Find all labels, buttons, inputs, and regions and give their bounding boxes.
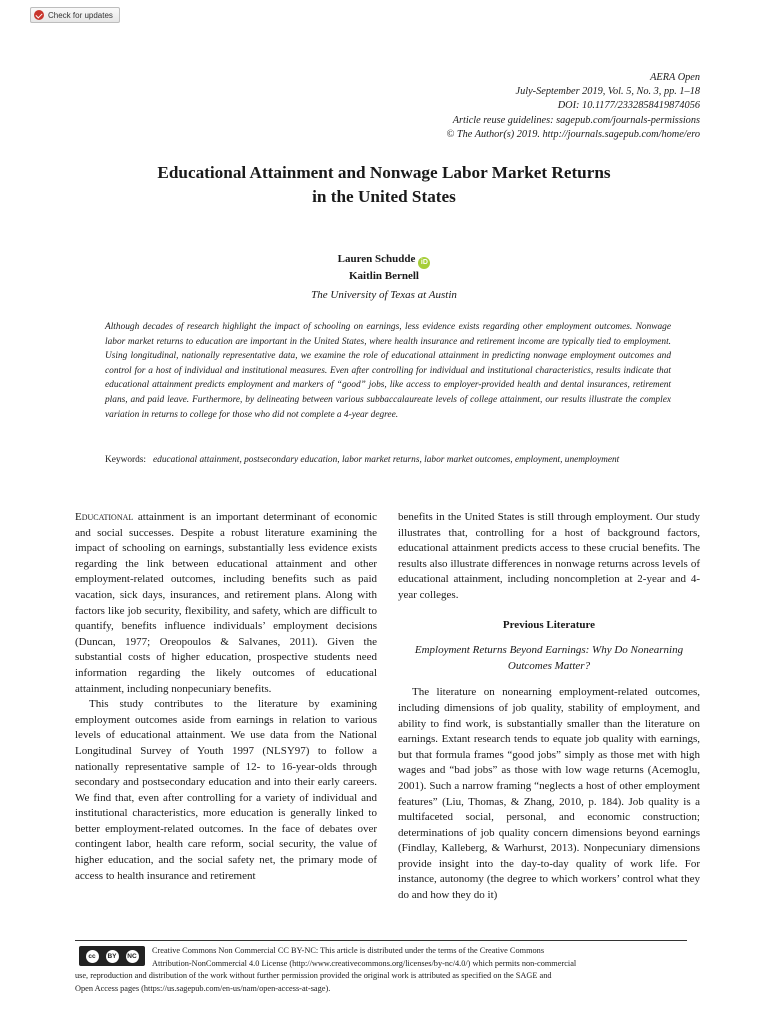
lead-word: Educational [75,511,134,523]
author-name: Kaitlin Bernell [349,270,419,282]
affiliation: The University of Texas at Austin [311,289,457,301]
by-icon: BY [106,950,119,963]
journal-name: AERA Open [650,72,700,83]
body-paragraph [75,510,377,697]
copyright-line: © The Author(s) 2019. http://journals.sagepub.com/home/ero [446,128,700,140]
keywords-text: educational attainment, postsecondary education, labor market returns, labor market outcomes, employment, unemployment [153,455,620,465]
cc-icon: cc [86,950,99,963]
paragraph-text: attainment is an important determinant of economic and social successes. Despite a robust literature examining the impact of schooling on earnings, substantially less evidence exists regarding the link between educational attainment and other employment-related outcomes, including benefits such as paid vacation, sick days, insurances, and retirement plans. Along with factors like job security, flexibility, and safety, which are difficult to quantify, benefits influence individuals’ employment decisions (Duncan, 1977; Oreopoulos & Salvanes, 2011). Given the substantial costs of higher education, prospective students need information regarding the likely outcomes of educational attainment, including nonpecuniary benefits. [75,511,377,695]
author-list [0,252,768,284]
license-footer [75,940,687,993]
author-1 [0,252,768,269]
license-line: Open Access pages (https://us.sagepub.com/en-us/nam/open-access-at-sage). [75,983,331,993]
keywords-label: Keywords: [105,455,147,465]
body-paragraph: The literature on nonearning employment-related outcomes, including dimensions of job quality, stability of employment, and ability to find work, is substantially smaller than the literature on earnings. Extant research tends to equate job quality with earnings, but that formula frames “good jobs” simply as those met with high wages and “bad jobs” as those with low wage returns (Acemoglu, 2001). Such a narrow framing “neglects a host of other employment features” (Liu, Thomas, & Zhang, 2010, p. 184). Job quality is a multifaceted social, personal, and economic construction; determinations of job quality concern dimensions beyond earnings (Findlay, Kalleberg, & Warhurst, 2013). Nonpecuniary dimensions provide insight into the day-to-day quality of work life. For instance, autonomy (the degree to which workers’ control what they do and how they do it) [398,686,700,902]
check-for-updates-button[interactable] [30,7,120,23]
license-text [75,945,687,995]
subsection-heading: Employment Returns Beyond Earnings: Why Do Nonearning Outcomes Matter? [414,644,684,672]
author-name: Lauren Schudde [337,253,416,265]
update-icon [34,10,44,20]
license-line: use, reproduction and distribution of the work without further permission provided the original work is attributed as specified on the SAGE and [75,971,552,981]
body-column-right [398,510,700,904]
license-line: Attribution-NonCommercial 4.0 License (http://www.creativecommons.org/licenses/by-nc/4.0/) which permits non-commercial [152,958,577,968]
title-line-2: in the United States [312,187,456,206]
nc-icon: NC [126,950,139,963]
reuse-guidelines: Article reuse guidelines: sagepub.com/journals-permissions [452,114,700,126]
section-heading: Previous Literature [502,618,596,631]
license-line: Creative Commons Non Commercial CC BY-NC: This article is distributed under the terms of the Creative Commons [152,946,545,955]
keywords [105,453,671,468]
check-for-updates-label: Check for updates [48,10,113,20]
issue-info: July-September 2019, Vol. 5, No. 3, pp. 1–18 [515,86,700,98]
article-metadata [446,71,700,142]
orcid-icon[interactable]: iD [418,257,430,269]
body-paragraph: This study contributes to the literature by examining employment outcomes aside from earnings in relation to various levels of educational attainment. We use data from the National Longitudinal Survey of Youth 1997 (NLSY97) to follow a nationally representative sample of 12- to 16-year-olds through secondary and postsecondary education and into their early careers. We find that, even after controlling for a variety of individual and institutional characteristics, more education is generally linked to better employment-related outcomes. In the face of debates over contingent labor, health care reform, social security, the value of higher education, and the social safety net, the primary mode of access to health insurance and retirement [75,698,377,882]
author-2 [0,269,768,284]
body-column-left [75,510,377,884]
body-paragraph: benefits in the United States is still through employment. Our study illustrates that, controlling for a host of background factors, educational attainment predicts access to these crucial benefits. The results also illustrate differences in nonwage returns across levels of educational attainment, including noncompletion at 2-year and 4-year colleges. [398,511,700,601]
doi: DOI: 10.1177/2332858419874056 [557,100,700,112]
title-line-1: Educational Attainment and Nonwage Labor Market Returns [157,163,611,182]
article-title [0,161,768,209]
abstract: Although decades of research highlight the impact of schooling on earnings, less evidence exists regarding other employment outcomes. Nonwage labor market returns to education are important in the United States, where health insurance and retirement income are typically tied to employment. Using longitudinal, nationally representative data, we examine the role of educational attainment in predicting nonwage employment outcomes and control for a host of individual and institutional measures. Even after controlling for individual and institutional characteristics, results indicate that educational attainment predicts employment and markers of “good” jobs, like access to employer-provided health and dental insurances, retirement plans, and paid leave. Furthermore, by delineating between various subbaccalaureate levels of college attainment, our results illustrate the complex variation in returns to college for those who did not complete a 4-year degree. [105,322,671,420]
